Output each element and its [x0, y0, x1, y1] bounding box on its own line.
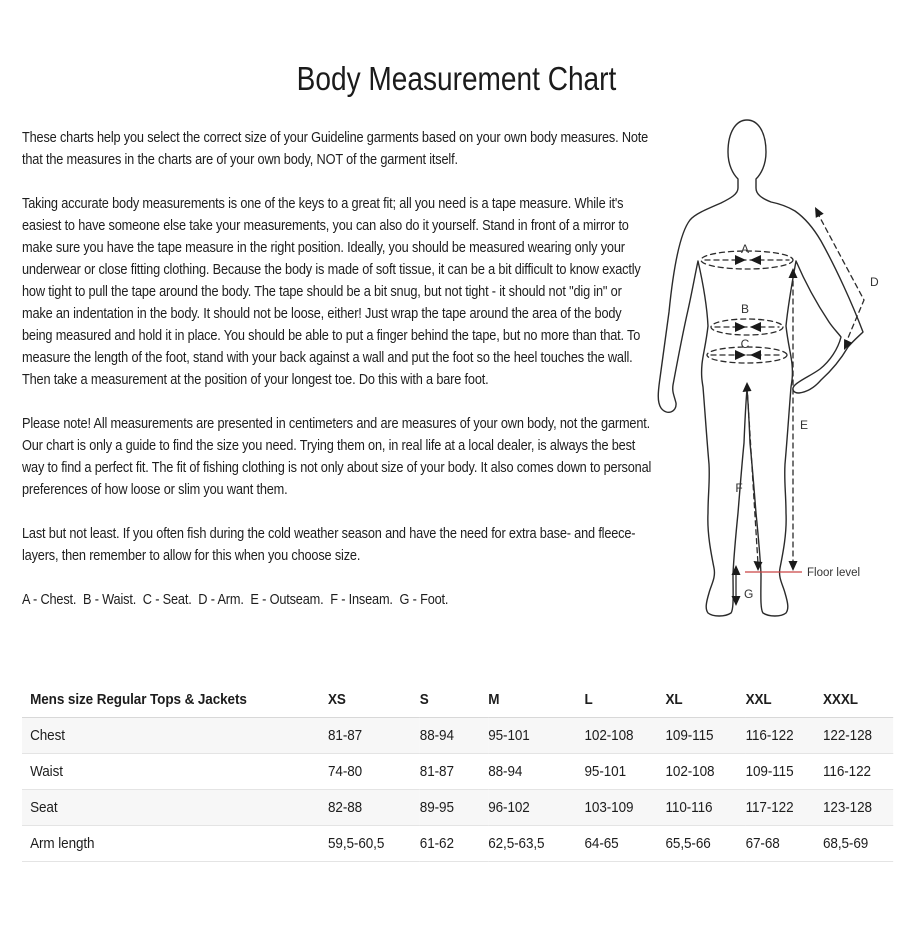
- measurement-cell: 102-108: [666, 754, 746, 790]
- column-header: M: [488, 681, 584, 718]
- intro-paragraph: Last but not least. If you often fish during the cold weather season and have the need for extra base- and fleece-layers, then remember to allow for this when you choose size.: [22, 526, 636, 564]
- column-header: XS: [328, 681, 420, 718]
- label-a: A: [740, 242, 750, 256]
- intro-text: [22, 127, 652, 611]
- measurement-cell: 82-88: [328, 790, 420, 826]
- table-row: [22, 754, 893, 790]
- label-c: C: [740, 337, 750, 351]
- row-label: Waist: [22, 754, 328, 790]
- label-b: B: [740, 302, 750, 316]
- label-f: F: [735, 481, 743, 495]
- label-e: E: [800, 418, 809, 432]
- table-row: [22, 826, 893, 862]
- column-header: L: [585, 681, 666, 718]
- waist-arrow-right: [750, 322, 761, 332]
- row-label: Chest: [22, 718, 328, 754]
- measurement-cell: 95-101: [585, 754, 666, 790]
- seat-arrow-right: [750, 350, 761, 360]
- measurement-cell: 59,5-60,5: [328, 826, 420, 862]
- size-table: [22, 681, 893, 862]
- measurement-cell: 116-122: [823, 754, 893, 790]
- label-d: D: [870, 275, 879, 289]
- intro-paragraph: Please note! All measurements are presented in centimeters and are measures of your own body, not the garment. Our chart is only a guide to find the size you need. Trying them on, in real life at a local dealer, is always the best way to find a perfect fit. The fit of fishing clothing is not only about size of your body. It also comes down to personal preferences of how loose or slim you want them.: [22, 416, 652, 498]
- measurement-cell: 102-108: [585, 718, 666, 754]
- seat-arrow-left: [735, 350, 746, 360]
- body-diagram: [645, 112, 905, 627]
- measurement-cell: 109-115: [746, 754, 823, 790]
- row-label: Seat: [22, 790, 328, 826]
- measurement-cell: 110-116: [666, 790, 746, 826]
- measurement-cell: 74-80: [328, 754, 420, 790]
- measurement-cell: 64-65: [585, 826, 666, 862]
- intro-paragraph: These charts help you select the correct size of your Guideline garments based on your own body measures. Note that the measures in the charts are of your own body, NOT of the garment itself.: [22, 130, 649, 168]
- measurement-cell: 67-68: [746, 826, 823, 862]
- measurement-cell: 81-87: [328, 718, 420, 754]
- measurement-cell: 81-87: [420, 754, 488, 790]
- column-header: XL: [666, 681, 746, 718]
- measurement-cell: 96-102: [488, 790, 584, 826]
- column-header: Mens size Regular Tops & Jackets: [22, 681, 328, 718]
- inseam-arrow-top: [743, 382, 752, 392]
- measurement-cell: 89-95: [420, 790, 488, 826]
- measurement-cell: 68,5-69: [823, 826, 893, 862]
- chest-arrow-left: [735, 255, 746, 265]
- waist-arrow-left: [735, 322, 746, 332]
- label-g: G: [744, 587, 754, 601]
- measurement-cell: 103-109: [585, 790, 666, 826]
- column-header: XXL: [746, 681, 823, 718]
- measurement-cell: 88-94: [420, 718, 488, 754]
- body-diagram-svg: [645, 112, 905, 627]
- measurement-cell: 123-128: [823, 790, 893, 826]
- measurement-cell: 117-122: [746, 790, 823, 826]
- intro-paragraph: Taking accurate body measurements is one of the keys to a great fit; all you need is a tape measure. While it's easiest to have someone else take your measurements, you can also do it yourself. Stand in front of a mirror to make sure you have the tape measure in the right position. Ideally, you should be measured wearing only your underwear or close fitting clothing. Because the body is made of soft tissue, it can be a bit difficult to know exactly how tight to pull the tape around the body. The tape should be a bit snug, but not tight - it should not "dig in" or make an indentation in the body. It should not be loose, either! Just wrap the tape around the area of the body being measured and hold it in place. You should be able to put a finger behind the tape, but no more than that. To measure the length of the foot, stand with your back against a wall and put the foot so the heel touches the wall. Then take a measurement at the position of your longest toe. Do this with a bare foot.: [22, 196, 641, 388]
- outseam-arrow-top: [789, 268, 798, 278]
- measurement-cell: 95-101: [488, 718, 584, 754]
- measurement-cell: 61-62: [420, 826, 488, 862]
- body-outline: [658, 120, 863, 616]
- page-title: Body Measurement Chart: [296, 60, 617, 97]
- table-header-row: [22, 681, 893, 718]
- measurement-cell: 116-122: [746, 718, 823, 754]
- column-header: XXXL: [823, 681, 893, 718]
- measurement-cell: 88-94: [488, 754, 584, 790]
- table-row: [22, 790, 893, 826]
- row-label: Arm length: [22, 826, 328, 862]
- outseam-arrow-bottom: [789, 561, 798, 571]
- floor-level-label: Floor level: [807, 567, 861, 579]
- measurement-cell: 122-128: [823, 718, 893, 754]
- table-row: [22, 718, 893, 754]
- chest-arrow-right: [750, 255, 761, 265]
- column-header: S: [420, 681, 488, 718]
- measurement-cell: 109-115: [666, 718, 746, 754]
- measurement-legend: A - Chest. B - Waist. C - Seat. D - Arm. E - Outseam. F - Inseam. G - Foot.: [22, 592, 449, 608]
- measurement-cell: 62,5-63,5: [488, 826, 584, 862]
- measurement-cell: 65,5-66: [666, 826, 746, 862]
